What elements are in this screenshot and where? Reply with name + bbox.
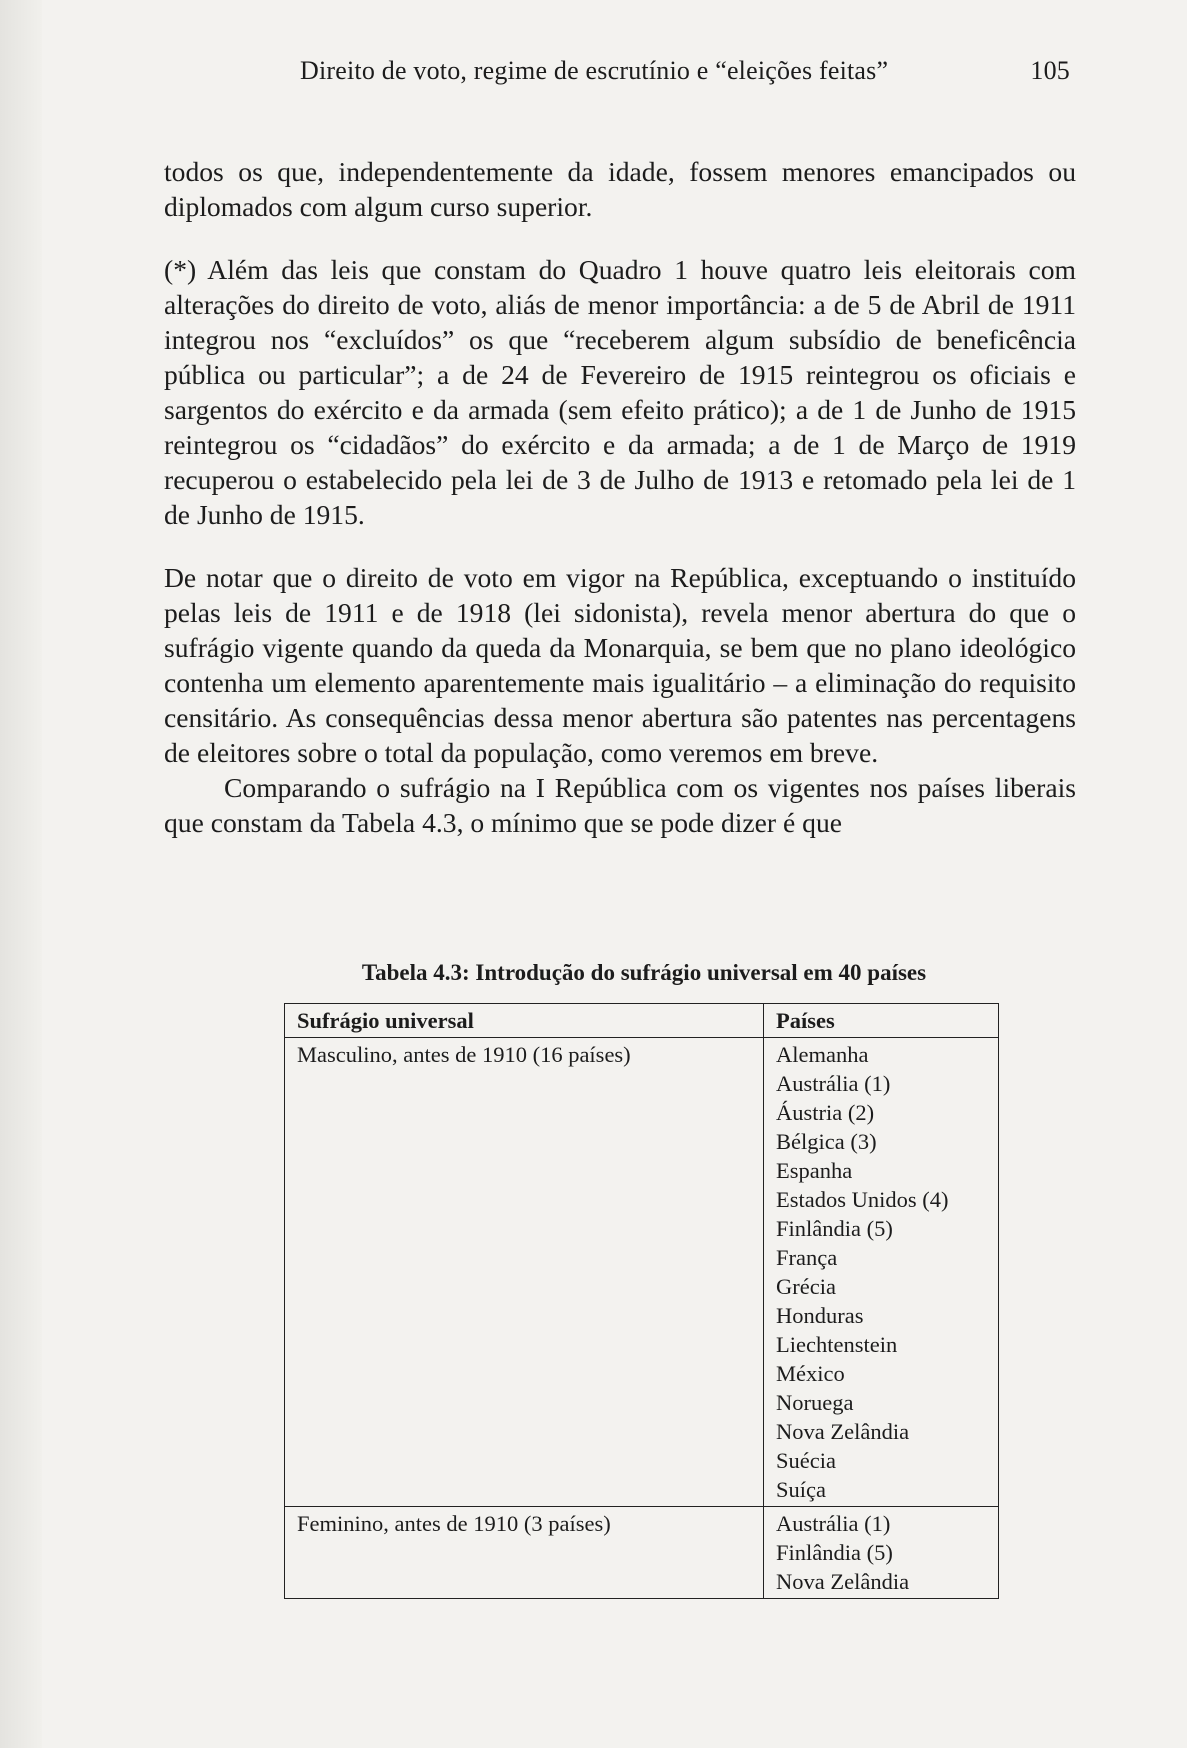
country-item: Nova Zelândia (776, 1419, 910, 1444)
country-item: Noruega (776, 1390, 854, 1415)
body-text (164, 154, 1076, 840)
country-item: Grécia (776, 1274, 836, 1299)
column-header-countries: Países (764, 1004, 999, 1038)
country-item: Estados Unidos (4) (776, 1187, 949, 1212)
table-row (285, 1038, 999, 1507)
country-item: Austrália (1) (776, 1511, 891, 1536)
category-cell: Feminino, antes de 1910 (3 países) (285, 1507, 764, 1599)
header-title: Direito de voto, regime de escrutínio e “eleições feitas” (300, 56, 889, 85)
table-header-row (285, 1004, 999, 1038)
country-item: Suíça (776, 1477, 826, 1502)
country-item: Austrália (1) (776, 1071, 891, 1096)
paragraph: todos os que, independentemente da idade, fossem menores emancipados ou diplomados com algum curso superior. (164, 156, 1076, 222)
country-item: Liechtenstein (776, 1332, 898, 1357)
country-item: Alemanha (776, 1042, 869, 1067)
table-row (285, 1507, 999, 1599)
table-caption: Tabela 4.3: Introdução do sufrágio universal em 40 países (361, 960, 927, 985)
country-item: Áustria (2) (776, 1100, 875, 1125)
country-item: Bélgica (3) (776, 1129, 877, 1154)
page-binding-edge (0, 0, 42, 1748)
page-number: 105 (1030, 56, 1070, 85)
footnote-paragraph: (*) Além das leis que constam do Quadro 1 houve quatro leis eleitorais com alterações do direito de voto, aliás de menor importância: a de 5 de Abril de 1911 integrou nos “excluídos” os que “receberem algum subsídio de beneficência pública ou particular”; a de 24 de Fevereiro de 1915 reintegrou os oficiais e sargentos do exército e da armada (sem efeito prático); a de 1 de Junho de 1915 reintegrou os “cidadãos” do exército e da armada; a de 1 de Março de 1919 recuperou o estabelecido pela lei de 3 de Julho de 1913 e retomado pela lei de 1 de Junho de 1915. (164, 254, 1076, 530)
countries-cell (764, 1038, 999, 1507)
countries-cell (764, 1507, 999, 1599)
country-item: Finlândia (5) (776, 1216, 893, 1241)
column-header-suffrage: Sufrágio universal (285, 1004, 764, 1038)
country-item: Nova Zelândia (776, 1569, 910, 1594)
paragraph: De notar que o direito de voto em vigor na República, exceptuando o instituído pelas leis de 1911 e de 1918 (lei sidonista), revela menor abertura do que o sufrágio vigente quando da queda da Monarquia, se bem que no plano ideológico contenha um elemento aparentemente mais igualitário – a eliminação do requisito censitário. As consequências dessa menor abertura são patentes nas percentagens de eleitores sobre o total da população, como veremos em breve. (164, 562, 1076, 768)
country-item: Honduras (776, 1303, 864, 1328)
suffrage-table (284, 1003, 999, 1599)
country-item: Espanha (776, 1158, 853, 1183)
country-item: Finlândia (5) (776, 1540, 893, 1565)
country-item: México (776, 1361, 845, 1386)
country-item: França (776, 1245, 838, 1270)
paragraph: Comparando o sufrágio na I República com os vigentes nos países liberais que constam da Tabela 4.3, o mínimo que se pode dizer é que (164, 772, 1076, 838)
category-cell: Masculino, antes de 1910 (16 países) (285, 1038, 764, 1507)
country-item: Suécia (776, 1448, 836, 1473)
